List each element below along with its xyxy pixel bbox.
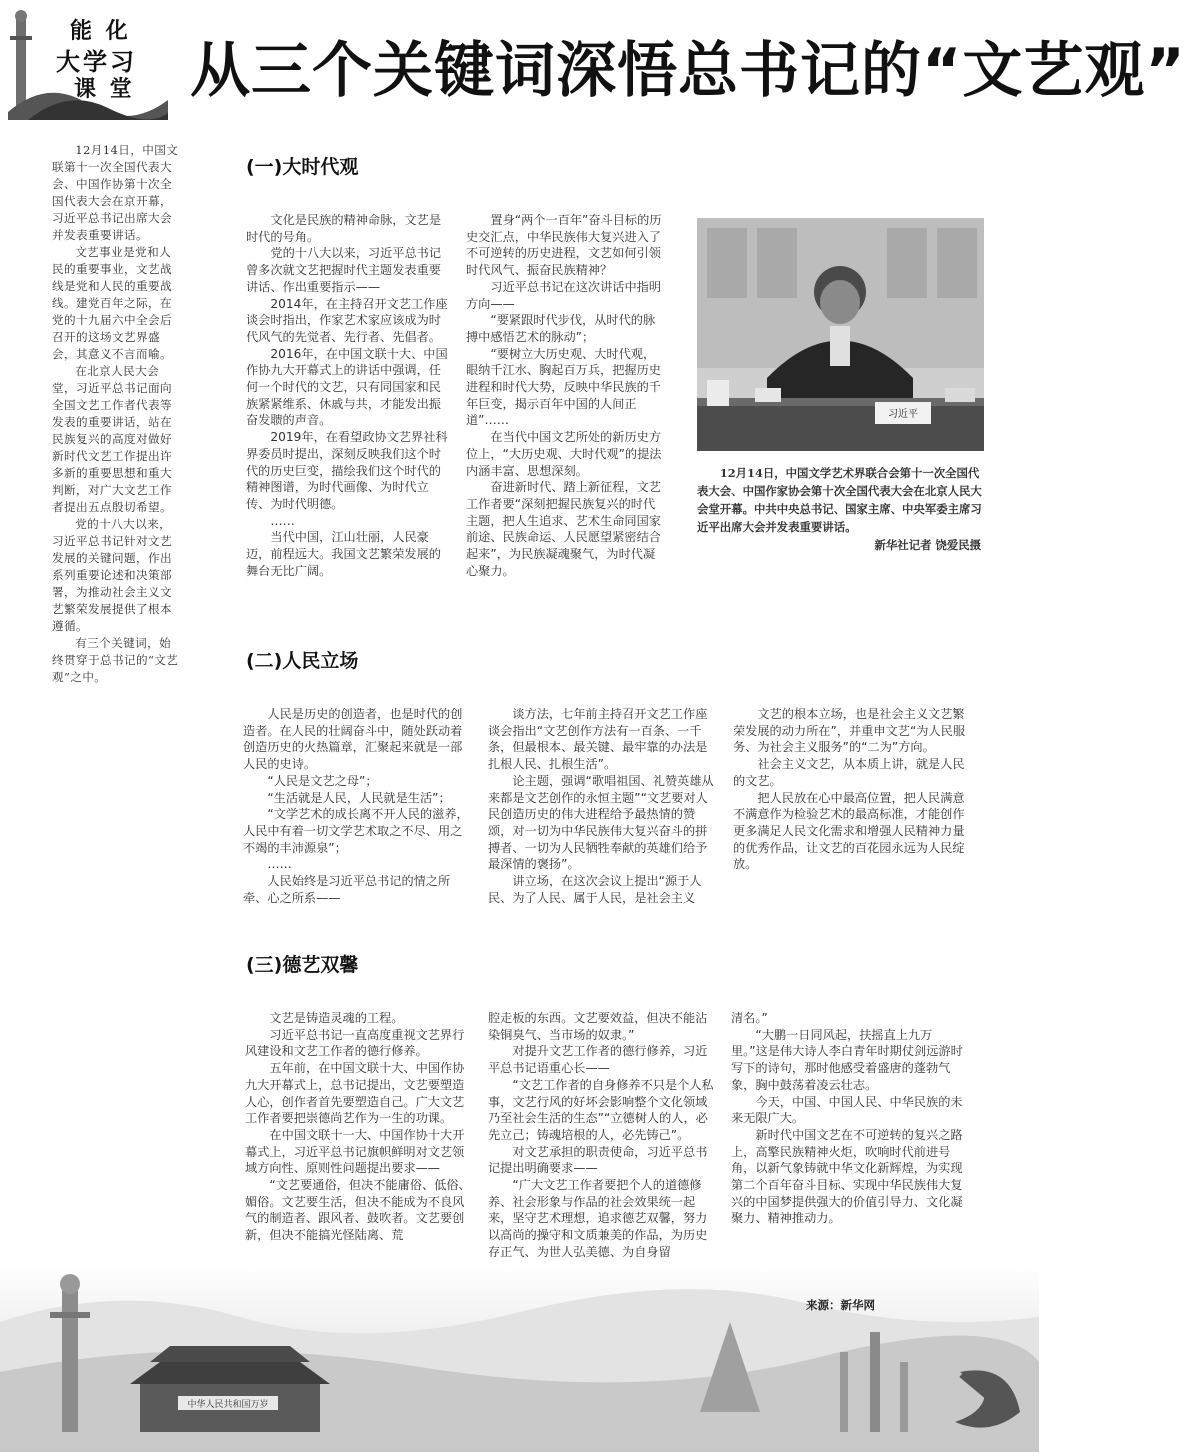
column-name-line-3: 课 堂 <box>74 77 135 102</box>
caption-text: 12月14日，中国文学艺术界联合会第十一次全国代表大会、中国作家协会第十次全国代表大会在北京人民大会堂开幕。中共中央总书记、国家主席、中央军委主席习近平出席大会并发表重要讲话。 <box>697 466 982 534</box>
article-paragraph: 人民始终是习近平总书记的情之所牵、心之所系—— <box>243 874 451 905</box>
article-paragraph: 置身“两个一百年”奋斗目标的历史交汇点，中华民族伟大复兴进入了不可逆转的历史进程，文艺如何引领时代风气、振奋民族精神？ <box>466 213 662 278</box>
intro-paragraph: 12月14日，中国文联第十一次全国代表大会、中国作协第十次全国代表大会在京开幕，习近平总书记出席大会并发表重要讲话。 <box>52 143 179 242</box>
column-name-line-2: 大学习 <box>56 48 137 76</box>
article-paragraph: 2014年，在主持召开文艺工作座谈会时指出，作家艺术家应该成为时代风气的先觉者、先行者、先倡者。 <box>246 296 448 344</box>
photo-caption <box>697 464 987 554</box>
article-paragraph: “广大文艺工作者要把个人的道德修养、社会形象与作品的社会效果统一起来，坚守艺术理想，追求德艺双馨，努力以高尚的操守和文质兼美的作品，为历史存正气、为世人弘美德、为自身留 <box>488 1178 708 1259</box>
article-paragraph: …… <box>270 513 295 528</box>
article-paragraph: “文艺要通俗，但决不能庸俗、低俗、媚俗。文艺要生活，但决不能成为不良风气的制造者、跟风者、鼓吹者。文艺要创新，但决不能搞光怪陆离、荒 <box>245 1178 471 1243</box>
photo-credit: 新华社记者 饶爱民摄 <box>874 538 981 552</box>
article-paragraph: “生活就是人民，人民就是生活”； <box>267 790 451 805</box>
article-paragraph: 奋进新时代、踏上新征程，文艺工作者要“深刻把握民族复兴的时代主题，把人生追求、艺术生命同国家前途、民族命运、人民愿望紧密结合起来”，为民族凝魂聚气，为时代凝心聚力。 <box>466 480 662 578</box>
section-2-column-2 <box>488 706 716 906</box>
section-2-heading: (二)人民立场 <box>246 650 359 672</box>
article-paragraph: “要紧跟时代步伐，从时代的脉搏中感悟艺术的脉动”； <box>466 313 656 344</box>
speaker-photo-icon <box>697 218 984 451</box>
article-paragraph: 清名。” <box>731 1011 768 1025</box>
article-paragraph: 谈方法，七年前主持召开文艺工作座谈会指出“文艺创作方法有一百条、一千条，但最根本、最关键、最牢靠的办法是扎根人民、扎根生活”。 <box>488 707 708 772</box>
article-paragraph: “文艺工作者的自身修养不只是个人私事，文艺行风的好坏会影响整个文化领域乃至社会生活的生态”“立德树人的人，必先立己；铸魂培根的人，必先铸己”。 <box>488 1077 714 1142</box>
article-paragraph: 习近平总书记在这次讲话中指明方向—— <box>466 279 662 311</box>
section-1-heading: (一)大时代观 <box>246 156 359 178</box>
section-2-column-1 <box>243 706 473 906</box>
article-paragraph: 论主题，强调“歌唱祖国、礼赞英雄从来都是文艺创作的永恒主题”“文艺要对人民创造历史的伟大进程给予最热情的赞颂，对一切为中华民族伟大复兴奋斗的拼搏者、一切为人民牺牲奉献的英雄们给予最深情的褒扬”。 <box>488 773 714 872</box>
article-paragraph: “要树立大历史观、大时代观，眼纳千江水、胸起百万兵，把握历史进程和时代大势，反映中华民族的千年巨变，揭示百年中国的人间正道”…… <box>466 346 661 428</box>
article-paragraph: …… <box>267 857 292 872</box>
intro-paragraph: 有三个关键词，始终贯穿于总书记的“文艺观”之中。 <box>52 636 179 684</box>
article-paragraph: 文化是民族的精神命脉，文艺是时代的号角。 <box>246 213 442 244</box>
article-paragraph: 在中国文联十一大、中国作协十大开幕式上，习近平总书记旗帜鲜明对文艺领域方向性、原则性问题提出要求—— <box>245 1127 465 1176</box>
article-paragraph: 党的十八大以来，习近平总书记曾多次就文艺把握时代主题发表重要讲话、作出重要指示—— <box>246 246 442 294</box>
intro-sidebar <box>52 142 182 686</box>
column-logo <box>8 8 168 120</box>
article-paragraph: 把人民放在心中最高位置，把人民满意不满意作为检验艺术的最高标准，才能创作更多满足人民文化需求和增强人民精神力量的优秀作品，让文艺的百花园永远为人民绽放。 <box>733 790 965 872</box>
section-1-column-1 <box>246 212 448 579</box>
article-paragraph: 今天，中国、中国人民、中华民族的未来无限广大。 <box>731 1094 963 1126</box>
article-paragraph: 当代中国，江山壮丽，人民豪迈，前程远大。我国文艺繁荣发展的舞台无比广阔。 <box>246 530 441 578</box>
section-3-column-3 <box>731 1010 963 1227</box>
article-paragraph: 习近平总书记一直高度重视文艺界行风建设和文艺工作者的德行修养。 <box>245 1027 465 1059</box>
section-3-column-1 <box>245 1010 473 1244</box>
article-paragraph: 对提升文艺工作者的德行修养，习近平总书记语重心长—— <box>488 1044 708 1076</box>
footer-banner <box>0 1262 1039 1452</box>
intro-paragraph: 在北京人民大会堂，习近平总书记面向全国文艺工作者代表等发表的重要讲话，站在民族复兴的高度对做好新时代文艺工作提出许多新的重要思想和重大判断，对广大文艺工作者提出五点殷切希望。 <box>52 364 172 514</box>
article-paragraph: “文学艺术的成长离不开人民的滋养，人民中有着一切文学艺术取之不尽、用之不竭的丰沛源泉”； <box>243 807 469 855</box>
article-paragraph: 腔走板的东西。文艺要效益，但决不能沾染铜臭气、当市场的奴隶。” <box>488 1011 708 1042</box>
tiananmen-gate-icon <box>130 1346 330 1432</box>
column-name-line-1: 能 化 <box>70 19 131 44</box>
footer-landscape-icon <box>0 1262 1039 1452</box>
page-title: 从三个关键词深悟总书记的“文艺观” <box>190 36 1186 106</box>
article-paragraph: 对文艺承担的职责使命，习近平总书记提出明确要求—— <box>488 1144 708 1176</box>
article-paragraph: 新时代中国文艺在不可逆转的复兴之路上，高擎民族精神火炬，吹响时代前进号角，以新气象铸就中华文化新辉煌，为实现第二个百年奋斗目标、实现中华民族伟大复兴的中国梦提供强大的价值引导力、文化凝聚力、精神推动力。 <box>731 1127 963 1226</box>
article-paragraph: 讲立场，在这次会议上提出“源于人民、为了人民、属于人民，是社会主义 <box>488 874 702 905</box>
article-paragraph: 文艺是铸造灵魂的工程。 <box>269 1011 404 1025</box>
intro-paragraph: 党的十八大以来，习近平总书记针对文艺发展的关键问题，作出系列重要论述和决策部署，为推动社会主义文艺繁荣发展提供了根本遵循。 <box>52 517 172 633</box>
article-paragraph: 社会主义文艺，从本质上讲，就是人民的文艺。 <box>733 757 965 788</box>
article-paragraph: “大鹏一日同风起，扶摇直上九万里。”这是伟大诗人李白青年时期仗剑远游时写下的诗句，那时他感受着盛唐的蓬勃气象，胸中鼓荡着凌云壮志。 <box>731 1027 963 1092</box>
news-photo <box>697 218 984 451</box>
article-paragraph: “人民是文艺之母”； <box>267 773 378 788</box>
article-paragraph: 五年前，在中国文联十大、中国作协九大开幕式上，总书记提出，文艺要塑造人心，创作者首先要塑造自己。广大文艺工作者要把崇德尚艺作为一生的功课。 <box>245 1061 465 1126</box>
section-3-column-2 <box>488 1010 716 1261</box>
section-1-column-2 <box>466 212 666 579</box>
article-paragraph: 人民是历史的创造者，也是时代的创造者。在人民的壮阔奋斗中，随处跃动着创造历史的火热篇章，汇聚起来就是一部人民的史诗。 <box>243 707 463 772</box>
intro-paragraph: 文艺事业是党和人民的重要事业，文艺战线是党和人民的重要战线。建党百年之际，在党的十九届六中全会后召开的这场文艺界盛会，其意义不言而喻。 <box>52 245 172 361</box>
gate-plaque-text: 中华人民共和国万岁 <box>187 1400 269 1410</box>
article-paragraph: 在当代中国文艺所处的新历史方位上，“大历史观、大时代观”的提法内涵丰富、思想深刻。 <box>466 430 662 478</box>
article-paragraph: 2019年，在看望政协文艺界社科界委员时提出，深刻反映我们这个时代的历史巨变，描绘我们这个时代的精神图谱，为时代画像、为时代立传、为时代明德。 <box>246 430 448 511</box>
nameplate-text: 习近平 <box>888 409 918 420</box>
section-2-column-3 <box>733 706 965 873</box>
article-paragraph: 文艺的根本立场，也是社会主义文艺繁荣发展的动力所在”，并重申文艺“为人民服务、为社会主义服务”的“二为”方向。 <box>733 707 966 755</box>
article-paragraph: 2016年，在中国文联十大、中国作协九大开幕式上的讲话中强调，任何一个时代的文艺，只有同国家和民族紧紧维系、休戚与共，才能发出振奋发聩的声音。 <box>246 346 448 428</box>
source-note: 来源：新华网 <box>806 1298 875 1312</box>
section-3-heading: (三)德艺双馨 <box>246 954 359 976</box>
